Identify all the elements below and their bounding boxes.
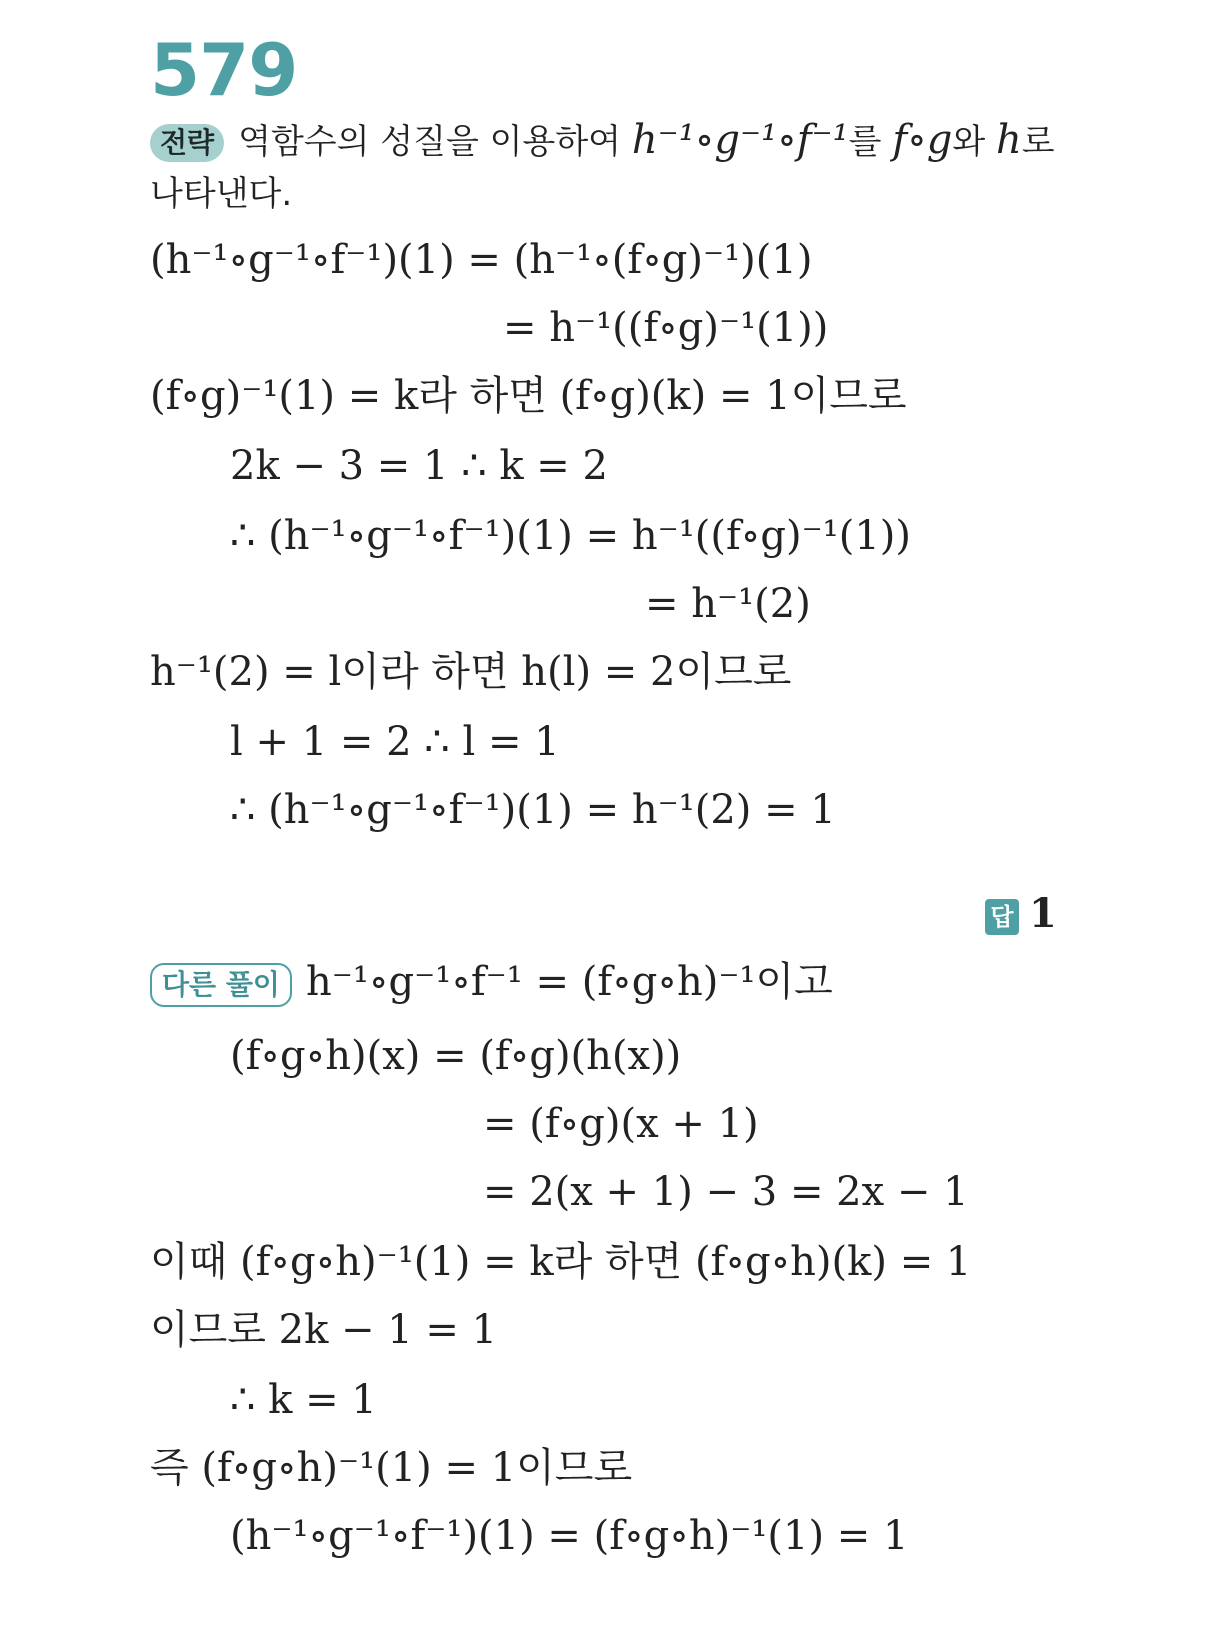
answer-label: 답 (985, 899, 1019, 935)
alt-line-9: (h⁻¹∘g⁻¹∘f⁻¹)(1) = (f∘g∘h)⁻¹(1) = 1 (230, 1513, 909, 1559)
alt-first-line: h⁻¹∘g⁻¹∘f⁻¹ = (f∘g∘h)⁻¹이고 (305, 959, 833, 1005)
alt-solution-label: 다른 풀이 (150, 963, 292, 1007)
strategy-line-1 (150, 116, 1055, 166)
solution-line-3: (f∘g)⁻¹(1) = k라 하면 (f∘g)(k) = 1이므로 (150, 373, 907, 419)
strategy-text-3: 와 (952, 122, 997, 162)
solution-line-1: (h⁻¹∘g⁻¹∘f⁻¹)(1) = (h⁻¹∘(f∘g)⁻¹)(1) (150, 237, 813, 283)
solution-line-7: h⁻¹(2) = l이라 하면 h(l) = 2이므로 (150, 649, 792, 695)
alt-line-4: = 2(x + 1) − 3 = 2x − 1 (483, 1169, 969, 1215)
strategy-text-4: 로 (1021, 122, 1055, 162)
strategy-math-2: f∘g (892, 117, 953, 163)
alt-line-7: ∴ k = 1 (230, 1377, 377, 1423)
strategy-math-1: h⁻¹∘g⁻¹∘f⁻¹ (631, 117, 849, 163)
alt-line-1 (150, 958, 833, 1007)
solution-line-9: ∴ (h⁻¹∘g⁻¹∘f⁻¹)(1) = h⁻¹(2) = 1 (230, 787, 836, 833)
solution-line-6: = h⁻¹(2) (645, 581, 811, 627)
alt-line-5: 이때 (f∘g∘h)⁻¹(1) = k라 하면 (f∘g∘h)(k) = 1 (150, 1239, 972, 1285)
solution-line-8: l + 1 = 2 ∴ l = 1 (230, 719, 560, 765)
alt-line-8: 즉 (f∘g∘h)⁻¹(1) = 1이므로 (150, 1445, 633, 1491)
alt-line-2: (f∘g∘h)(x) = (f∘g)(h(x)) (230, 1033, 682, 1079)
strategy-label: 전략 (150, 124, 224, 162)
answer-value: 1 (1029, 890, 1057, 937)
answer (985, 890, 1057, 937)
alt-line-3: = (f∘g)(x + 1) (483, 1101, 759, 1147)
strategy-text-1: 역함수의 성질을 이용하여 (238, 122, 632, 162)
solution-line-4: 2k − 3 = 1 ∴ k = 2 (230, 443, 608, 489)
strategy-line-2: 나타낸다. (150, 174, 293, 214)
alt-line-6: 이므로 2k − 1 = 1 (150, 1307, 498, 1353)
solution-line-5: ∴ (h⁻¹∘g⁻¹∘f⁻¹)(1) = h⁻¹((f∘g)⁻¹(1)) (230, 513, 911, 559)
solution-line-2: = h⁻¹((f∘g)⁻¹(1)) (503, 305, 829, 351)
problem-number: 579 (150, 28, 298, 112)
strategy-text-2: 를 (848, 122, 893, 162)
strategy-math-3: h (996, 117, 1022, 163)
